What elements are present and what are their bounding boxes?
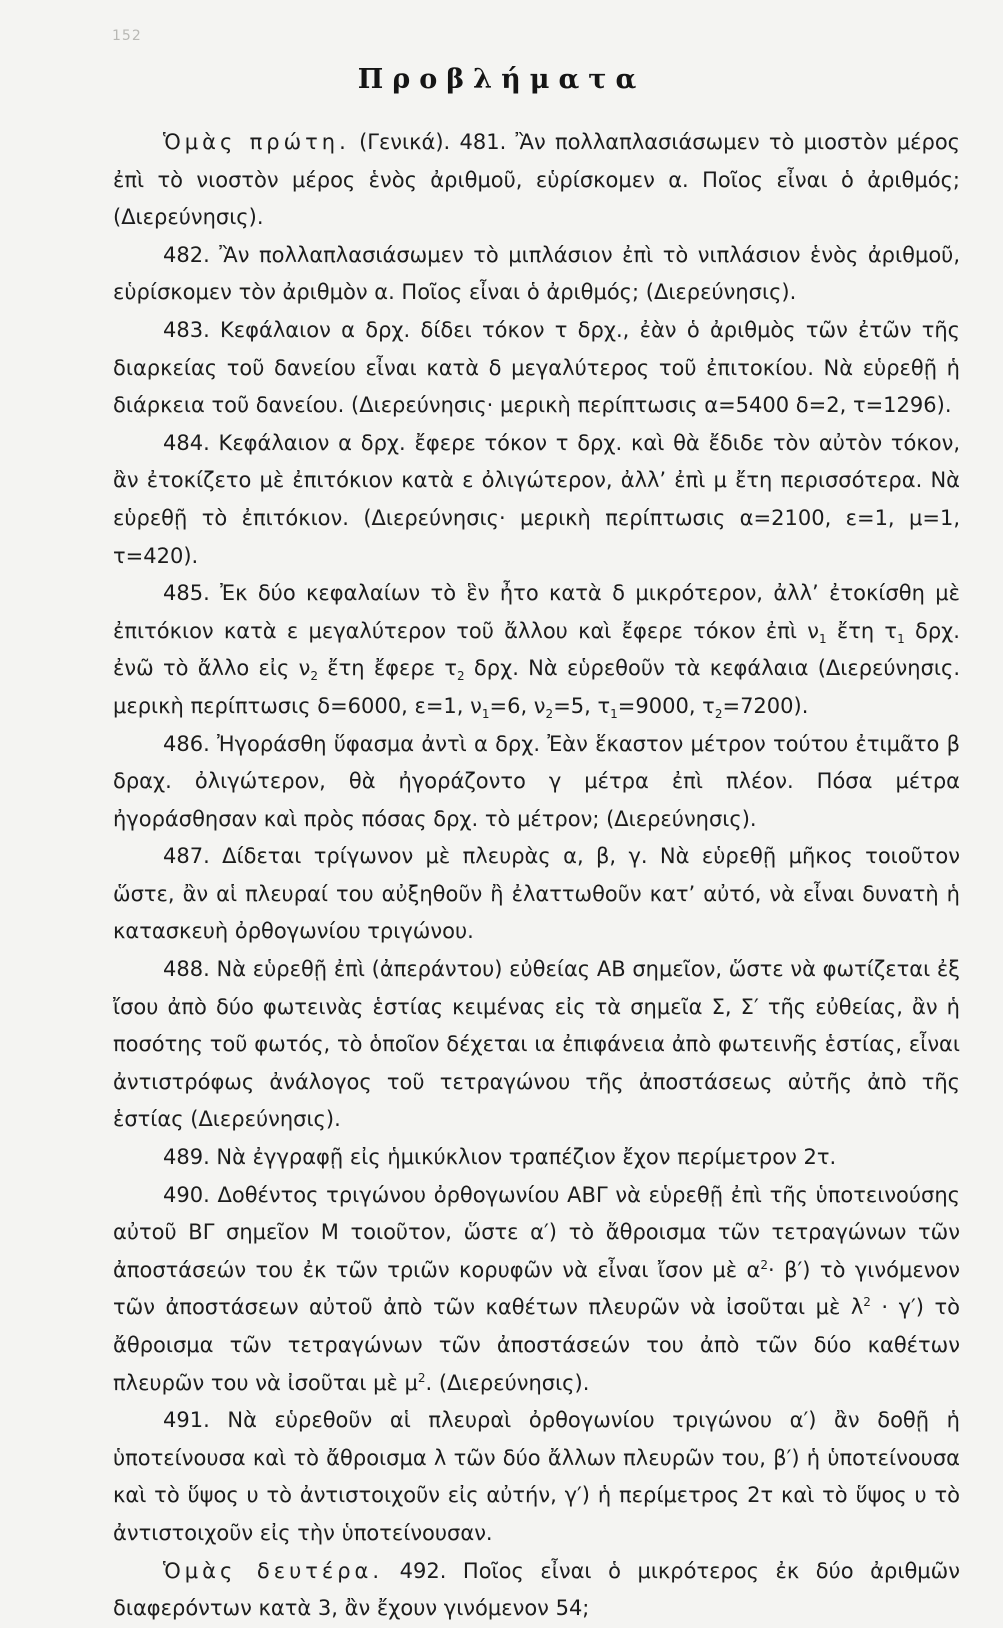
subscript: 1 bbox=[481, 707, 490, 722]
p490-text: · β′) τὸ γινόμενον τῶν ἀποστάσεων αὐτοῦ ἀπὸ τῶν καθέτων πλευρῶν νὰ ἰσοῦται μὲ λ bbox=[113, 1257, 960, 1320]
problems-body bbox=[113, 124, 960, 1628]
group-label-first: Ὁμὰς πρώτη. bbox=[163, 130, 350, 154]
problem-489: 489. Νὰ ἐγγραφῇ εἰς ἡμικύκλιον τραπέζιον ἔχον περίμετρον 2τ. bbox=[163, 1145, 837, 1170]
problem-490 bbox=[113, 1177, 960, 1403]
p485-text: ἔτη τ bbox=[826, 618, 898, 643]
p485-text: =9000, τ bbox=[617, 693, 715, 718]
problem-486: 486. Ἠγοράσθη ὕφασμα ἀντὶ α δρχ. Ἐὰν ἕκαστον μέτρον τούτου ἐτιμᾶτο β δραχ. ὀλιγώτερον, θὰ ἠγοράζοντο γ μέτρα ἐπὶ πλέον. Πόσα μέτρα ἠγοράσθησαν καὶ πρὸς πόσας δρχ. τὸ μέτρον; (Διερεύνησις). bbox=[113, 731, 960, 831]
p485-text: 485. Ἐκ δύο κεφαλαίων τὸ ἓν ἦτο κατὰ δ μικρότερον, ἀλλ’ ἐτοκίσθη μὲ ἐπιτόκιον κατὰ ε μεγαλύτερον τοῦ ἄλλου καὶ ἔφερε τόκον ἐπὶ ν bbox=[113, 581, 960, 643]
subscript: 2 bbox=[310, 669, 318, 684]
problem-487: 487. Δίδεται τρίγωνον μὲ πλευρὰς α, β, γ. Νὰ εὑρεθῇ μῆκος τοιοῦτον ὥστε, ἂν αἱ πλευραί του αὐξηθοῦν ἢ ἐλαττωθοῦν κατ’ αὐτό, νὰ εἶναι δυνατὴ ἡ κατασκευὴ ὀρθογωνίου τριγώνου. bbox=[113, 844, 960, 944]
problem-483: 483. Κεφάλαιον α δρχ. δίδει τόκον τ δρχ., ἐὰν ὁ ἀριθμὸς τῶν ἐτῶν τῆς διαρκείας τοῦ δανείου εἶναι κατὰ δ μεγαλύτερος τοῦ ἐπιτοκίου. Νὰ εὑρεθῇ ἡ διάρκεια τοῦ δανείου. (Διερεύνησις· μερικὴ περίπτωσις α=5400 δ=2, τ=1296). bbox=[113, 317, 960, 418]
problem-491: 491. Νὰ εὑρεθοῦν αἱ πλευραὶ ὀρθογωνίου τριγώνου α′) ἂν δοθῇ ἡ ὑποτείνουσα καὶ τὸ ἄθροισμα λ τῶν δύο ἄλλων πλευρῶν του, β′) ἡ ὑποτείνουσα καὶ τὸ ὕψος υ τὸ ἀντιστοιχοῦν εἰς αὐτήν, γ′) ἡ περίμετρος 2τ καὶ τὸ ὕψος υ τὸ ἀντιστοιχοῦν εἰς τὴν ὑποτείνουσαν. bbox=[113, 1408, 960, 1545]
page-title: Προβλήματα bbox=[357, 64, 646, 95]
problem-481-text: (Γενικά). 481. Ἂν πολλαπλασιάσωμεν τὸ μιοστὸν μέρος ἐπὶ τὸ νιοστὸν μέρος ἑνὸς ἀριθμοῦ, εὑρίσκομεν α. Ποῖος εἶναι ὁ ἀριθμός; (Διερεύνησις). bbox=[113, 130, 960, 230]
superscript: 2 bbox=[417, 1370, 426, 1385]
problem-481 bbox=[113, 124, 960, 237]
p490-text: 490. Δοθέντος τριγώνου ὀρθογωνίου ΑΒΓ νὰ εὑρεθῇ ἐπὶ τῆς ὑποτεινούσης αὐτοῦ ΒΓ σημεῖον Μ τοιοῦτον, ὥστε α′) τὸ ἄθροισμα τῶν τετραγώνων τῶν ἀποστάσεών του ἐκ τῶν τριῶν κορυφῶν νὰ εἶναι ἴσον μὲ α bbox=[113, 1182, 960, 1282]
problem-492 bbox=[113, 1553, 960, 1628]
p490-text: . (Διερεύνησις). bbox=[425, 1370, 590, 1395]
superscript: 2 bbox=[760, 1257, 769, 1272]
p485-text: ἔτη ἔφερε τ bbox=[317, 656, 457, 681]
p485-text: =7200). bbox=[722, 693, 809, 718]
subscript: 2 bbox=[545, 707, 554, 722]
group-label-second: Ὁμὰς δευτέρα. bbox=[163, 1558, 384, 1583]
subscript: 1 bbox=[897, 631, 905, 646]
subscript: 2 bbox=[456, 669, 465, 684]
p485-text: =6, ν bbox=[489, 693, 546, 718]
problem-484: 484. Κεφάλαιον α δρχ. ἔφερε τόκον τ δρχ. καὶ θὰ ἔδιδε τὸν αὐτὸν τόκον, ἂν ἐτοκίζετο μὲ ἐπιτόκιον κατὰ ε ὀλιγώτερον, ἀλλ’ ἐπὶ μ ἔτη περισσότερα. Νὰ εὑρεθῇ τὸ ἐπιτόκιον. (Διερεύνησις· μερικὴ περίπτωσις α=2100, ε=1, μ=1, τ=420). bbox=[113, 430, 960, 568]
page-number-faint: 152 bbox=[112, 28, 142, 44]
problem-492-text: 492. Ποῖος εἶναι ὁ μικρότερος ἐκ δύο ἀριθμῶν διαφερόντων κατὰ 3, ἂν ἔχουν γινόμενον 54; bbox=[113, 1558, 960, 1621]
p485-text: δρχ. ἐνῶ τὸ ἄλλο εἰς ν bbox=[113, 618, 960, 681]
p485-text: δρχ. Νὰ εὑρεθοῦν τὰ κεφάλαια (Διερεύνησις. μερικὴ περίπτωσις δ=6000, ε=1, ν bbox=[113, 656, 961, 718]
subscript: 1 bbox=[610, 707, 618, 722]
problem-482: 482. Ἂν πολλαπλασιάσωμεν τὸ μιπλάσιον ἐπὶ τὸ νιπλάσιον ἑνὸς ἀριθμοῦ, εὑρίσκομεν τὸν ἀριθμὸν α. Ποῖος εἶναι ὁ ἀριθμός; (Διερεύνησις). bbox=[113, 242, 960, 305]
superscript: 2 bbox=[863, 1295, 871, 1310]
p485-text: =5, τ bbox=[553, 693, 611, 718]
subscript: 2 bbox=[714, 707, 723, 722]
p490-text: · γ′) τὸ ἄθροισμα τῶν τετραγώνων τῶν ἀποστάσεών του ἀπὸ τῶν δύο καθέτων πλευρῶν του νὰ ἰσοῦται μὲ μ bbox=[113, 1295, 960, 1395]
subscript: 1 bbox=[818, 631, 827, 646]
problem-488: 488. Νὰ εὑρεθῇ ἐπὶ (ἀπεράντου) εὐθείας ΑΒ σημεῖον, ὥστε νὰ φωτίζεται ἐξ ἴσου ἀπὸ δύο φωτεινὰς ἑστίας κειμένας εἰς τὰ σημεῖα Σ, Σ′ τῆς εὐθείας, ἂν ἡ ποσότης τοῦ φωτός, τὸ ὁποῖον δέχεται ια ἐπιφάνεια ἀπὸ φωτεινῆς ἑστίας, εἶναι ἀντιστρόφως ἀνάλογος τοῦ τετραγώνου τῆς ἀποστάσεως αὐτῆς ἀπὸ τῆς ἑστίας (Διερεύνησις). bbox=[113, 957, 960, 1132]
problem-485 bbox=[113, 575, 960, 725]
